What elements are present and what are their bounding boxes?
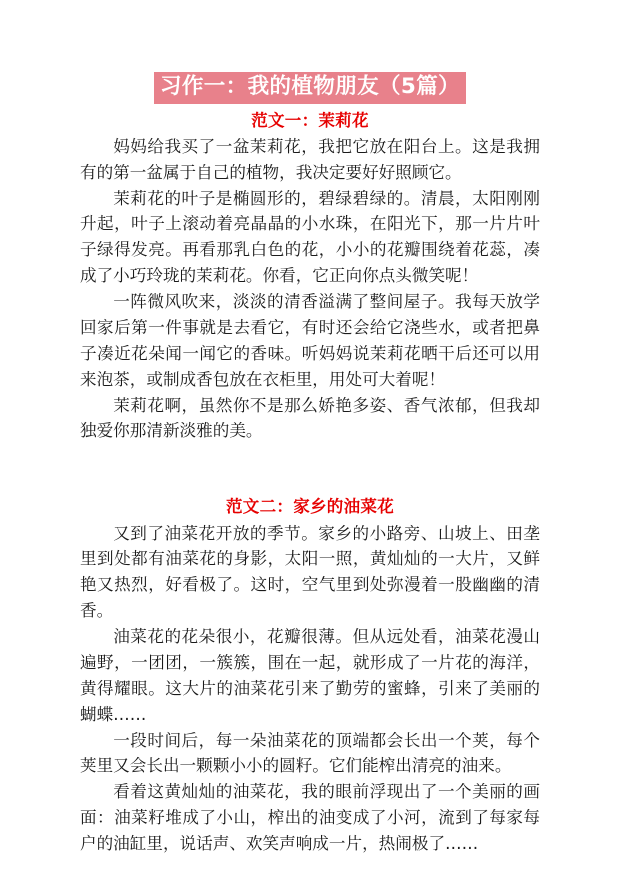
paragraph: 又到了油菜花开放的季节。家乡的小路旁、山坡上、田垄里到处都有油菜花的身影，太阳一照，黄灿灿的一大片，又鲜艳又热烈，好看极了。这时，空气里到处弥漫着一股幽幽的清香。 — [80, 523, 540, 621]
paragraph: 茉莉花啊，虽然你不是那么娇艳多姿、香气浓郁，但我却独爱你那清新淡雅的美。 — [80, 395, 540, 441]
essay-section-1 — [80, 110, 540, 445]
essay-section-2 — [80, 496, 540, 857]
document-title-container — [80, 72, 540, 104]
paragraph: 茉莉花的叶子是椭圆形的，碧绿碧绿的。清晨，太阳刚刚升起，叶子上滚动着亮晶晶的小水珠，在阳光下，那一片片叶子绿得发亮。再看那乳白色的花，小小的花瓣围绕着花蕊，凑成了小巧玲珑的茉莉花。你看，它正向你点头微笑呢！ — [80, 188, 540, 286]
document-title: 习作一：我的植物朋友（5篇） — [154, 72, 466, 104]
paragraph: 妈妈给我买了一盆茉莉花，我把它放在阳台上。这是我拥有的第一盆属于自己的植物，我决定要好好照顾它。 — [80, 136, 540, 182]
section-heading-2: 范文二：家乡的油菜花 — [226, 497, 394, 517]
section-heading-1: 范文一：茉莉花 — [251, 110, 369, 130]
paragraph: 看着这黄灿灿的油菜花，我的眼前浮现出了一个美丽的画面：油菜籽堆成了小山，榨出的油变成了小河，流到了每家每户的油缸里，说话声、欢笑声响成一片，热闹极了…… — [80, 782, 540, 854]
document-content — [80, 72, 540, 857]
section-separator — [80, 444, 540, 490]
paragraph: 油菜花的花朵很小，花瓣很薄。但从远处看，油菜花漫山遍野，一团团，一簇簇，围在一起，就形成了一片花的海洋，黄得耀眼。这大片的油菜花引来了勤劳的蜜蜂，引来了美丽的蝴蝶…… — [80, 627, 540, 724]
paragraph: 一阵微风吹来，淡淡的清香溢满了整间屋子。我每天放学回家后第一件事就是去看它，有时还会给它浇些水，或者把鼻子凑近花朵闻一闻它的香味。听妈妈说茉莉花晒干后还可以用来泡茶，或制成香包放在衣柜里，用处可大着呢！ — [80, 292, 540, 389]
paragraph: 一段时间后，每一朵油菜花的顶端都会长出一个荚，每个荚里又会长出一颗颗小小的圆籽。它们能榨出清亮的油来。 — [80, 730, 540, 776]
